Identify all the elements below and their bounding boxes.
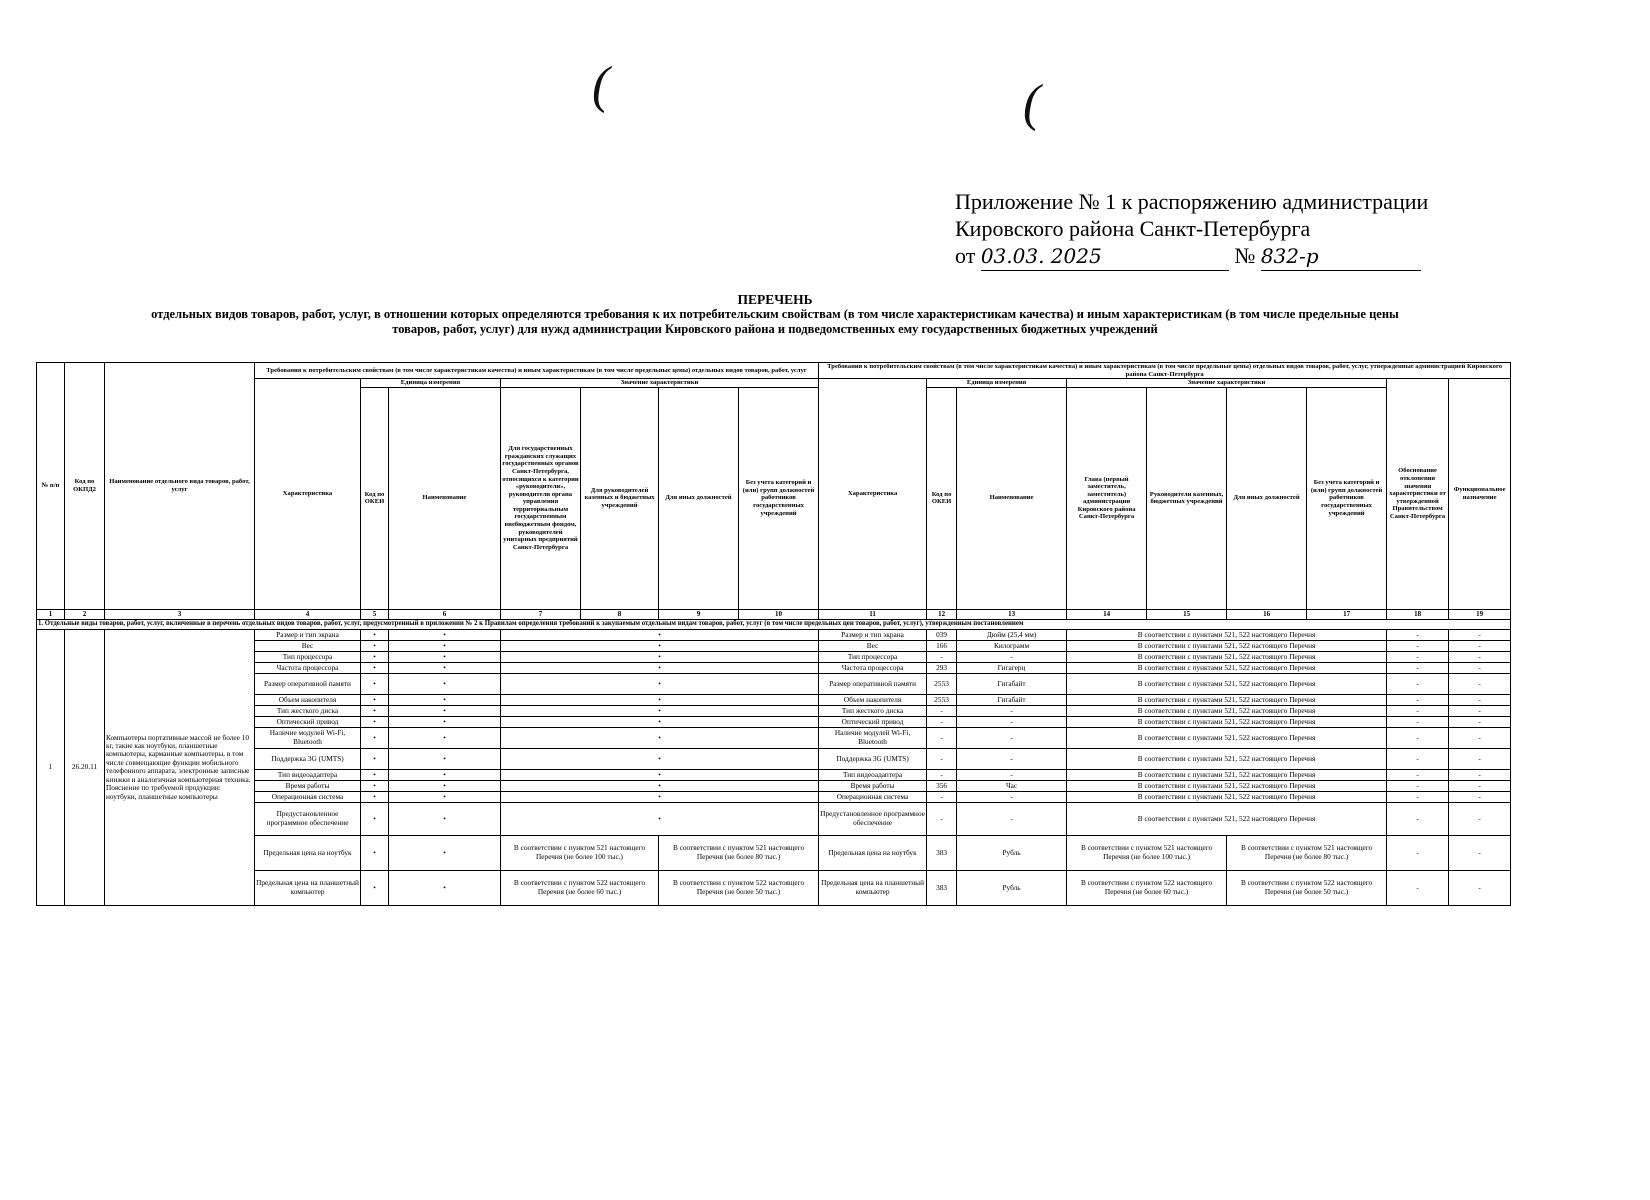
column-number: 1 bbox=[37, 609, 65, 619]
price-row bbox=[37, 835, 1511, 870]
unit-right: - bbox=[957, 748, 1067, 769]
price-char-right: Предельная цена на планшетный компьютер bbox=[819, 870, 927, 905]
price-okei-right: 383 bbox=[927, 835, 957, 870]
price-char-left: Предельная цена на планшетный компьютер bbox=[255, 870, 361, 905]
header-right-sub-17: Без учета категорий и (или) групп должностей работников государственных учреждений bbox=[1307, 387, 1387, 609]
char-right: Объем накопителя bbox=[819, 694, 927, 705]
unit-right: - bbox=[957, 727, 1067, 748]
char-left: Наличие модулей Wi-Fi, Bluetooth bbox=[255, 727, 361, 748]
justification-dash: - bbox=[1387, 802, 1449, 835]
table-row bbox=[37, 629, 1511, 640]
unit-left-bullet: • bbox=[389, 673, 501, 694]
okei-right: - bbox=[927, 748, 957, 769]
column-number: 5 bbox=[361, 609, 389, 619]
price-unit-right: Рубль bbox=[957, 835, 1067, 870]
okei-right: 039 bbox=[927, 629, 957, 640]
column-number: 16 bbox=[1227, 609, 1307, 619]
header-right-sub-12: Код по ОКЕИ bbox=[927, 387, 957, 609]
unit-left-bullet: • bbox=[389, 727, 501, 748]
price-left-b: В соответствии с пунктом 521 настоящего Перечня (не более 80 тыс.) bbox=[659, 835, 819, 870]
header-unit-left: Единица измерения bbox=[361, 379, 501, 388]
unit-right: - bbox=[957, 791, 1067, 802]
char-right: Предустановленное программное обеспечение bbox=[819, 802, 927, 835]
column-number: 2 bbox=[65, 609, 105, 619]
header-char-right: Характеристика bbox=[819, 379, 927, 610]
price-function-dash: - bbox=[1449, 835, 1511, 870]
char-left: Предустановленное программное обеспечение bbox=[255, 802, 361, 835]
price-unit-left-bullet: • bbox=[389, 870, 501, 905]
header-group-right: Требования к потребительским свойствам (в том числе характеристикам качества) и иным характеристикам (в том числе предельные цены) отдельных видов товаров, работ, услуг, утвержденные администрацией Кировского района Санкт-Петербурга bbox=[819, 363, 1511, 379]
char-right: Оптический привод bbox=[819, 716, 927, 727]
okei-left-bullet: • bbox=[361, 662, 389, 673]
unit-right: Килограмм bbox=[957, 640, 1067, 651]
function-dash: - bbox=[1449, 629, 1511, 640]
value-left-bullet: • bbox=[501, 694, 819, 705]
value-right-ref: В соответствии с пунктами 521, 522 настоящего Перечня bbox=[1067, 769, 1387, 780]
okei-left-bullet: • bbox=[361, 769, 389, 780]
value-right-ref: В соответствии с пунктами 521, 522 настоящего Перечня bbox=[1067, 780, 1387, 791]
okei-left-bullet: • bbox=[361, 791, 389, 802]
column-number: 6 bbox=[389, 609, 501, 619]
header-right-sub-16: Для иных должностей bbox=[1227, 387, 1307, 609]
column-number: 19 bbox=[1449, 609, 1511, 619]
value-left-bullet: • bbox=[501, 640, 819, 651]
char-left: Тип процессора bbox=[255, 651, 361, 662]
justification-dash: - bbox=[1387, 629, 1449, 640]
unit-left-bullet: • bbox=[389, 802, 501, 835]
header-justification: Обоснование отклонения значения характеристики от утвержденной Правительством Санкт-Петербурга bbox=[1387, 379, 1449, 610]
okei-right: 356 bbox=[927, 780, 957, 791]
header-values-left: Значение характеристики bbox=[501, 379, 819, 388]
justification-dash: - bbox=[1387, 662, 1449, 673]
function-dash: - bbox=[1449, 748, 1511, 769]
header-left-sub-5: Код по ОКЕИ bbox=[361, 387, 389, 609]
column-number: 13 bbox=[957, 609, 1067, 619]
header-group-left: Требования к потребительским свойствам (в том числе характеристикам качества) и иным характеристикам (в том числе предельные цены) отдельных видов товаров, работ, услуг bbox=[255, 363, 819, 379]
header-unit-right: Единица измерения bbox=[927, 379, 1067, 388]
header-right-sub-13: Наименование bbox=[957, 387, 1067, 609]
column-number: 3 bbox=[105, 609, 255, 619]
char-left: Частота процессора bbox=[255, 662, 361, 673]
unit-left-bullet: • bbox=[389, 629, 501, 640]
char-left: Вес bbox=[255, 640, 361, 651]
table-row bbox=[37, 802, 1511, 835]
function-dash: - bbox=[1449, 673, 1511, 694]
header-left-sub-10: Без учета категорий и (или) групп должностей работников государственных учреждений bbox=[739, 387, 819, 609]
value-right-ref: В соответствии с пунктами 521, 522 настоящего Перечня bbox=[1067, 716, 1387, 727]
item-name: Компьютеры портативные массой не более 10 кг, такие как ноутбуки, планшетные компьютеры, карманные компьютеры, в том числе совмещающие функции мобильного телефонного аппарата, электронные записные книжки и аналогичная компьютерная техника. Пояснение по требуемой продукции: ноутбуки, планшетные компьютеры bbox=[105, 629, 255, 905]
appendix-header bbox=[955, 188, 1515, 271]
header-line-2: Кировского района Санкт-Петербурга bbox=[955, 216, 1311, 241]
okei-right: - bbox=[927, 705, 957, 716]
header-name: Наименование отдельного вида товаров, работ, услуг bbox=[105, 363, 255, 610]
okei-left-bullet: • bbox=[361, 651, 389, 662]
function-dash: - bbox=[1449, 705, 1511, 716]
value-right-ref: В соответствии с пунктами 521, 522 настоящего Перечня bbox=[1067, 705, 1387, 716]
okei-right: - bbox=[927, 769, 957, 780]
value-left-bullet: • bbox=[501, 769, 819, 780]
okei-left-bullet: • bbox=[361, 640, 389, 651]
char-right: Наличие модулей Wi-Fi, Bluetooth bbox=[819, 727, 927, 748]
justification-dash: - bbox=[1387, 651, 1449, 662]
value-right-ref: В соответствии с пунктами 521, 522 настоящего Перечня bbox=[1067, 694, 1387, 705]
value-left-bullet: • bbox=[501, 662, 819, 673]
function-dash: - bbox=[1449, 640, 1511, 651]
char-right: Тип процессора bbox=[819, 651, 927, 662]
header-right-sub-14: Глава (первый заместитель, заместитель) администрации Кировского района Санкт-Петербурга bbox=[1067, 387, 1147, 609]
char-left: Оптический привод bbox=[255, 716, 361, 727]
unit-right: Дюйм (25,4 мм) bbox=[957, 629, 1067, 640]
unit-right: Час bbox=[957, 780, 1067, 791]
function-dash: - bbox=[1449, 802, 1511, 835]
table-row bbox=[37, 651, 1511, 662]
char-right: Время работы bbox=[819, 780, 927, 791]
price-right-b: В соответствии с пунктом 522 настоящего Перечня (не более 50 тыс.) bbox=[1227, 870, 1387, 905]
char-right: Тип видеоадаптера bbox=[819, 769, 927, 780]
header-row-2 bbox=[37, 379, 1511, 388]
price-right-b: В соответствии с пунктом 521 настоящего Перечня (не более 80 тыс.) bbox=[1227, 835, 1387, 870]
section-row bbox=[37, 619, 1511, 629]
price-char-right: Предельная цена на ноутбук bbox=[819, 835, 927, 870]
justification-dash: - bbox=[1387, 716, 1449, 727]
unit-right: - bbox=[957, 651, 1067, 662]
char-right: Тип жесткого диска bbox=[819, 705, 927, 716]
value-left-bullet: • bbox=[501, 780, 819, 791]
header-date-line bbox=[955, 242, 1515, 271]
value-left-bullet: • bbox=[501, 748, 819, 769]
char-left: Размер оперативной памяти bbox=[255, 673, 361, 694]
price-justification-dash: - bbox=[1387, 870, 1449, 905]
okei-left-bullet: • bbox=[361, 629, 389, 640]
column-number: 7 bbox=[501, 609, 581, 619]
title-main: ПЕРЕЧЕНЬ bbox=[737, 292, 813, 307]
char-left: Время работы bbox=[255, 780, 361, 791]
okei-right: 2553 bbox=[927, 694, 957, 705]
okei-right: 166 bbox=[927, 640, 957, 651]
document-title bbox=[40, 292, 1510, 337]
price-justification-dash: - bbox=[1387, 835, 1449, 870]
price-okei-left-bullet: • bbox=[361, 870, 389, 905]
value-left-bullet: • bbox=[501, 802, 819, 835]
char-right: Размер и тип экрана bbox=[819, 629, 927, 640]
okei-left-bullet: • bbox=[361, 705, 389, 716]
price-function-dash: - bbox=[1449, 870, 1511, 905]
char-right: Вес bbox=[819, 640, 927, 651]
value-right-ref: В соответствии с пунктами 521, 522 настоящего Перечня bbox=[1067, 662, 1387, 673]
unit-right: - bbox=[957, 716, 1067, 727]
value-left-bullet: • bbox=[501, 727, 819, 748]
function-dash: - bbox=[1449, 662, 1511, 673]
column-number: 8 bbox=[581, 609, 659, 619]
unit-left-bullet: • bbox=[389, 716, 501, 727]
header-char-left: Характеристика bbox=[255, 379, 361, 610]
column-number: 14 bbox=[1067, 609, 1147, 619]
char-left: Тип жесткого диска bbox=[255, 705, 361, 716]
header-function: Функциональное назначение bbox=[1449, 379, 1511, 610]
value-right-ref: В соответствии с пунктами 521, 522 настоящего Перечня bbox=[1067, 727, 1387, 748]
value-right-ref: В соответствии с пунктами 521, 522 настоящего Перечня bbox=[1067, 640, 1387, 651]
table-row bbox=[37, 716, 1511, 727]
price-okei-right: 383 bbox=[927, 870, 957, 905]
value-right-ref: В соответствии с пунктами 521, 522 настоящего Перечня bbox=[1067, 802, 1387, 835]
header-left-sub-7: Для государственных гражданских служащих государственных органов Санкт-Петербурга, относящихся к категории «руководители», руководители органа управления территориальным государственным внебюджетным фондом, руководителей унитарных предприятий Санкт-Петербурга bbox=[501, 387, 581, 609]
value-right-ref: В соответствии с пунктами 521, 522 настоящего Перечня bbox=[1067, 748, 1387, 769]
header-values-right: Значение характеристики bbox=[1067, 379, 1387, 388]
okei-left-bullet: • bbox=[361, 780, 389, 791]
table-row bbox=[37, 727, 1511, 748]
price-left-b: В соответствии с пунктом 522 настоящего Перечня (не более 50 тыс.) bbox=[659, 870, 819, 905]
okei-right: - bbox=[927, 802, 957, 835]
header-line-1: Приложение № 1 к распоряжению администрации bbox=[955, 189, 1429, 214]
table-row bbox=[37, 769, 1511, 780]
price-char-left: Предельная цена на ноутбук bbox=[255, 835, 361, 870]
header-row-1 bbox=[37, 363, 1511, 379]
date-value: 03.03. 2025 bbox=[981, 243, 1229, 271]
okei-right: - bbox=[927, 716, 957, 727]
title-sub-2: товаров, работ, услуг) для нужд администрации Кировского района и подведомственных ему государственных бюджетных учреждений bbox=[392, 322, 1158, 336]
unit-right: Гигабайт bbox=[957, 673, 1067, 694]
stray-mark-right: ( bbox=[1023, 75, 1041, 132]
price-unit-left-bullet: • bbox=[389, 835, 501, 870]
function-dash: - bbox=[1449, 716, 1511, 727]
price-okei-left-bullet: • bbox=[361, 835, 389, 870]
unit-right: - bbox=[957, 769, 1067, 780]
price-left-a: В соответствии с пунктом 521 настоящего Перечня (не более 100 тыс.) bbox=[501, 835, 659, 870]
column-number: 10 bbox=[739, 609, 819, 619]
table-row bbox=[37, 662, 1511, 673]
unit-right: Гигабайт bbox=[957, 694, 1067, 705]
okei-right: - bbox=[927, 727, 957, 748]
price-right-a: В соответствии с пунктом 522 настоящего Перечня (не более 60 тыс.) bbox=[1067, 870, 1227, 905]
column-number: 15 bbox=[1147, 609, 1227, 619]
okei-right: - bbox=[927, 791, 957, 802]
unit-right: Гигагерц bbox=[957, 662, 1067, 673]
column-numbers-row bbox=[37, 609, 1511, 619]
value-right-ref: В соответствии с пунктами 521, 522 настоящего Перечня bbox=[1067, 651, 1387, 662]
header-num: № п/п bbox=[37, 363, 65, 610]
justification-dash: - bbox=[1387, 791, 1449, 802]
unit-left-bullet: • bbox=[389, 651, 501, 662]
price-unit-right: Рубль bbox=[957, 870, 1067, 905]
table-row bbox=[37, 640, 1511, 651]
okei-right: 293 bbox=[927, 662, 957, 673]
value-left-bullet: • bbox=[501, 629, 819, 640]
value-right-ref: В соответствии с пунктами 521, 522 настоящего Перечня bbox=[1067, 791, 1387, 802]
char-left: Поддержка 3G (UMTS) bbox=[255, 748, 361, 769]
okei-left-bullet: • bbox=[361, 748, 389, 769]
table-row bbox=[37, 673, 1511, 694]
unit-left-bullet: • bbox=[389, 769, 501, 780]
justification-dash: - bbox=[1387, 673, 1449, 694]
price-left-a: В соответствии с пунктом 522 настоящего Перечня (не более 60 тыс.) bbox=[501, 870, 659, 905]
unit-left-bullet: • bbox=[389, 748, 501, 769]
justification-dash: - bbox=[1387, 640, 1449, 651]
function-dash: - bbox=[1449, 791, 1511, 802]
function-dash: - bbox=[1449, 769, 1511, 780]
value-left-bullet: • bbox=[501, 673, 819, 694]
unit-left-bullet: • bbox=[389, 705, 501, 716]
justification-dash: - bbox=[1387, 705, 1449, 716]
item-number: 1 bbox=[37, 629, 65, 905]
unit-left-bullet: • bbox=[389, 791, 501, 802]
char-right: Размер оперативной памяти bbox=[819, 673, 927, 694]
value-left-bullet: • bbox=[501, 791, 819, 802]
char-left: Объем накопителя bbox=[255, 694, 361, 705]
column-number: 4 bbox=[255, 609, 361, 619]
header-left-sub-9: Для иных должностей bbox=[659, 387, 739, 609]
okei-left-bullet: • bbox=[361, 716, 389, 727]
okei-right: 2553 bbox=[927, 673, 957, 694]
unit-left-bullet: • bbox=[389, 780, 501, 791]
requirements-table bbox=[36, 362, 1511, 906]
justification-dash: - bbox=[1387, 780, 1449, 791]
stray-mark-left: ( bbox=[592, 57, 610, 114]
function-dash: - bbox=[1449, 780, 1511, 791]
justification-dash: - bbox=[1387, 769, 1449, 780]
char-left: Тип видеоадаптера bbox=[255, 769, 361, 780]
value-left-bullet: • bbox=[501, 716, 819, 727]
okei-left-bullet: • bbox=[361, 727, 389, 748]
unit-right: - bbox=[957, 802, 1067, 835]
value-left-bullet: • bbox=[501, 651, 819, 662]
okei-left-bullet: • bbox=[361, 802, 389, 835]
number-prefix: № bbox=[1234, 243, 1256, 268]
value-right-ref: В соответствии с пунктами 521, 522 настоящего Перечня bbox=[1067, 629, 1387, 640]
justification-dash: - bbox=[1387, 748, 1449, 769]
function-dash: - bbox=[1449, 727, 1511, 748]
number-value: 832-р bbox=[1261, 243, 1421, 271]
header-left-sub-6: Наименование bbox=[389, 387, 501, 609]
table-row bbox=[37, 694, 1511, 705]
okei-right: - bbox=[927, 651, 957, 662]
column-number: 9 bbox=[659, 609, 739, 619]
column-number: 17 bbox=[1307, 609, 1387, 619]
column-number: 12 bbox=[927, 609, 957, 619]
char-right: Поддержка 3G (UMTS) bbox=[819, 748, 927, 769]
value-right-ref: В соответствии с пунктами 521, 522 настоящего Перечня bbox=[1067, 673, 1387, 694]
okei-left-bullet: • bbox=[361, 694, 389, 705]
price-right-a: В соответствии с пунктом 521 настоящего Перечня (не более 100 тыс.) bbox=[1067, 835, 1227, 870]
table-row bbox=[37, 791, 1511, 802]
header-right-sub-15: Руководители казенных, бюджетных учреждений bbox=[1147, 387, 1227, 609]
item-okpd: 26.20.11 bbox=[65, 629, 105, 905]
section-title: 1. Отдельные виды товаров, работ, услуг, включенные в перечень отдельных видов товаров, работ, услуг, предусмотренный в приложении № 2 к Правилам определения требований к закупаемым отдельным видам товаров, работ, услуг (в том числе предельных цен товаров, работ, услуг), утвержденным постановлением bbox=[37, 619, 1511, 629]
char-right: Операционная система bbox=[819, 791, 927, 802]
char-left: Размер и тип экрана bbox=[255, 629, 361, 640]
column-number: 18 bbox=[1387, 609, 1449, 619]
date-prefix: от bbox=[955, 243, 976, 268]
table-row bbox=[37, 748, 1511, 769]
table-row bbox=[37, 780, 1511, 791]
char-right: Частота процессора bbox=[819, 662, 927, 673]
price-row bbox=[37, 870, 1511, 905]
okei-left-bullet: • bbox=[361, 673, 389, 694]
function-dash: - bbox=[1449, 694, 1511, 705]
justification-dash: - bbox=[1387, 727, 1449, 748]
header-left-sub-8: Для руководителей казенных и бюджетных учреждений bbox=[581, 387, 659, 609]
unit-left-bullet: • bbox=[389, 694, 501, 705]
unit-left-bullet: • bbox=[389, 662, 501, 673]
header-okpd: Код по ОКПД2 bbox=[65, 363, 105, 610]
table-row bbox=[37, 705, 1511, 716]
column-number: 11 bbox=[819, 609, 927, 619]
function-dash: - bbox=[1449, 651, 1511, 662]
justification-dash: - bbox=[1387, 694, 1449, 705]
title-sub-1: отдельных видов товаров, работ, услуг, в отношении которых определяются требования к их потребительским свойствам (в том числе характеристикам качества) и иным характеристикам (в том числе предельные цены bbox=[151, 307, 1399, 321]
value-left-bullet: • bbox=[501, 705, 819, 716]
char-left: Операционная система bbox=[255, 791, 361, 802]
unit-left-bullet: • bbox=[389, 640, 501, 651]
unit-right: - bbox=[957, 705, 1067, 716]
